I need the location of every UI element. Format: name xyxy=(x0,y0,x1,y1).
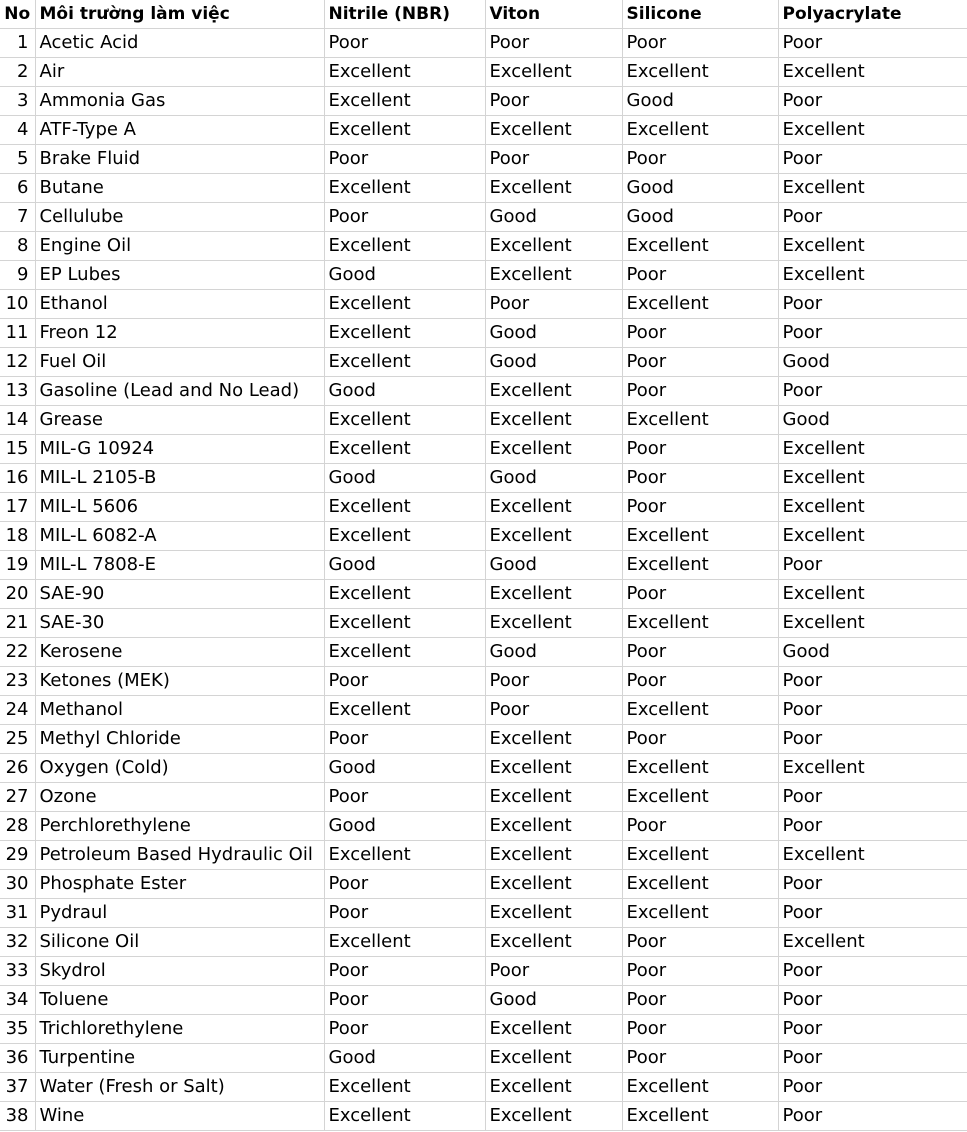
nitrile-cell: Poor xyxy=(324,203,485,232)
nitrile-cell: Excellent xyxy=(324,580,485,609)
polyacrylate-cell: Poor xyxy=(778,812,967,841)
viton-cell: Excellent xyxy=(485,899,622,928)
viton-cell: Poor xyxy=(485,667,622,696)
viton-cell: Excellent xyxy=(485,783,622,812)
table-row xyxy=(0,870,967,899)
viton-cell: Excellent xyxy=(485,1102,622,1131)
table-row xyxy=(0,348,967,377)
row-number: 6 xyxy=(0,174,35,203)
silicone-cell: Excellent xyxy=(622,754,778,783)
table-row xyxy=(0,783,967,812)
table-row xyxy=(0,87,967,116)
row-number: 26 xyxy=(0,754,35,783)
nitrile-cell: Good xyxy=(324,261,485,290)
environment-cell: Turpentine xyxy=(35,1044,324,1073)
row-number: 22 xyxy=(0,638,35,667)
viton-cell: Excellent xyxy=(485,435,622,464)
table-row xyxy=(0,696,967,725)
environment-cell: Air xyxy=(35,58,324,87)
polyacrylate-cell: Excellent xyxy=(778,464,967,493)
nitrile-cell: Excellent xyxy=(324,1102,485,1131)
silicone-cell: Excellent xyxy=(622,609,778,638)
row-number: 33 xyxy=(0,957,35,986)
row-number: 1 xyxy=(0,29,35,58)
environment-cell: Ammonia Gas xyxy=(35,87,324,116)
polyacrylate-cell: Poor xyxy=(778,1015,967,1044)
viton-cell: Excellent xyxy=(485,580,622,609)
nitrile-cell: Good xyxy=(324,377,485,406)
environment-cell: Silicone Oil xyxy=(35,928,324,957)
silicone-cell: Poor xyxy=(622,145,778,174)
viton-cell: Excellent xyxy=(485,406,622,435)
table-row xyxy=(0,812,967,841)
table-row xyxy=(0,493,967,522)
silicone-cell: Good xyxy=(622,174,778,203)
viton-cell: Excellent xyxy=(485,116,622,145)
nitrile-cell: Poor xyxy=(324,667,485,696)
silicone-cell: Poor xyxy=(622,29,778,58)
silicone-cell: Excellent xyxy=(622,1102,778,1131)
environment-cell: Perchlorethylene xyxy=(35,812,324,841)
header-environment: Môi trường làm việc xyxy=(35,0,324,29)
environment-cell: MIL-L 7808-E xyxy=(35,551,324,580)
environment-cell: Ozone xyxy=(35,783,324,812)
nitrile-cell: Excellent xyxy=(324,696,485,725)
silicone-cell: Excellent xyxy=(622,1073,778,1102)
viton-cell: Excellent xyxy=(485,812,622,841)
row-number: 9 xyxy=(0,261,35,290)
polyacrylate-cell: Good xyxy=(778,348,967,377)
environment-cell: SAE-30 xyxy=(35,609,324,638)
polyacrylate-cell: Poor xyxy=(778,783,967,812)
silicone-cell: Poor xyxy=(622,986,778,1015)
polyacrylate-cell: Poor xyxy=(778,1073,967,1102)
environment-cell: Brake Fluid xyxy=(35,145,324,174)
environment-cell: MIL-L 2105-B xyxy=(35,464,324,493)
viton-cell: Excellent xyxy=(485,493,622,522)
nitrile-cell: Excellent xyxy=(324,319,485,348)
nitrile-cell: Excellent xyxy=(324,116,485,145)
table-row xyxy=(0,638,967,667)
table-row xyxy=(0,957,967,986)
row-number: 10 xyxy=(0,290,35,319)
row-number: 5 xyxy=(0,145,35,174)
table-row xyxy=(0,551,967,580)
row-number: 14 xyxy=(0,406,35,435)
polyacrylate-cell: Excellent xyxy=(778,609,967,638)
nitrile-cell: Excellent xyxy=(324,522,485,551)
table-row xyxy=(0,1015,967,1044)
silicone-cell: Poor xyxy=(622,435,778,464)
nitrile-cell: Excellent xyxy=(324,638,485,667)
nitrile-cell: Excellent xyxy=(324,406,485,435)
table-row xyxy=(0,580,967,609)
nitrile-cell: Excellent xyxy=(324,87,485,116)
table-row xyxy=(0,609,967,638)
row-number: 25 xyxy=(0,725,35,754)
row-number: 21 xyxy=(0,609,35,638)
environment-cell: SAE-90 xyxy=(35,580,324,609)
row-number: 4 xyxy=(0,116,35,145)
silicone-cell: Excellent xyxy=(622,290,778,319)
environment-cell: Wine xyxy=(35,1102,324,1131)
polyacrylate-cell: Excellent xyxy=(778,435,967,464)
viton-cell: Poor xyxy=(485,87,622,116)
polyacrylate-cell: Excellent xyxy=(778,928,967,957)
table-row xyxy=(0,841,967,870)
environment-cell: Methanol xyxy=(35,696,324,725)
silicone-cell: Poor xyxy=(622,928,778,957)
viton-cell: Poor xyxy=(485,29,622,58)
viton-cell: Excellent xyxy=(485,928,622,957)
environment-cell: Pydraul xyxy=(35,899,324,928)
nitrile-cell: Good xyxy=(324,464,485,493)
table-row xyxy=(0,1044,967,1073)
polyacrylate-cell: Excellent xyxy=(778,841,967,870)
row-number: 7 xyxy=(0,203,35,232)
row-number: 36 xyxy=(0,1044,35,1073)
viton-cell: Excellent xyxy=(485,1015,622,1044)
viton-cell: Poor xyxy=(485,290,622,319)
table-row xyxy=(0,319,967,348)
viton-cell: Excellent xyxy=(485,725,622,754)
viton-cell: Excellent xyxy=(485,232,622,261)
environment-cell: Kerosene xyxy=(35,638,324,667)
polyacrylate-cell: Excellent xyxy=(778,261,967,290)
polyacrylate-cell: Excellent xyxy=(778,580,967,609)
environment-cell: Grease xyxy=(35,406,324,435)
nitrile-cell: Poor xyxy=(324,870,485,899)
viton-cell: Good xyxy=(485,638,622,667)
nitrile-cell: Good xyxy=(324,754,485,783)
table-body xyxy=(0,29,967,1131)
silicone-cell: Poor xyxy=(622,812,778,841)
viton-cell: Excellent xyxy=(485,261,622,290)
silicone-cell: Poor xyxy=(622,348,778,377)
nitrile-cell: Poor xyxy=(324,725,485,754)
viton-cell: Excellent xyxy=(485,377,622,406)
nitrile-cell: Excellent xyxy=(324,290,485,319)
environment-cell: Skydrol xyxy=(35,957,324,986)
silicone-cell: Poor xyxy=(622,580,778,609)
header-polyacrylate: Polyacrylate xyxy=(778,0,967,29)
environment-cell: Gasoline (Lead and No Lead) xyxy=(35,377,324,406)
nitrile-cell: Poor xyxy=(324,899,485,928)
row-number: 29 xyxy=(0,841,35,870)
row-number: 18 xyxy=(0,522,35,551)
silicone-cell: Poor xyxy=(622,319,778,348)
environment-cell: MIL-L 5606 xyxy=(35,493,324,522)
environment-cell: Cellulube xyxy=(35,203,324,232)
environment-cell: Ketones (MEK) xyxy=(35,667,324,696)
polyacrylate-cell: Good xyxy=(778,406,967,435)
environment-cell: Petroleum Based Hydraulic Oil xyxy=(35,841,324,870)
silicone-cell: Good xyxy=(622,203,778,232)
table-row xyxy=(0,1102,967,1131)
silicone-cell: Excellent xyxy=(622,232,778,261)
header-no: No xyxy=(0,0,35,29)
viton-cell: Excellent xyxy=(485,609,622,638)
polyacrylate-cell: Excellent xyxy=(778,174,967,203)
table-row xyxy=(0,928,967,957)
nitrile-cell: Poor xyxy=(324,1015,485,1044)
viton-cell: Poor xyxy=(485,696,622,725)
silicone-cell: Poor xyxy=(622,261,778,290)
row-number: 11 xyxy=(0,319,35,348)
silicone-cell: Excellent xyxy=(622,406,778,435)
viton-cell: Excellent xyxy=(485,174,622,203)
viton-cell: Excellent xyxy=(485,1073,622,1102)
viton-cell: Excellent xyxy=(485,522,622,551)
nitrile-cell: Good xyxy=(324,1044,485,1073)
nitrile-cell: Excellent xyxy=(324,58,485,87)
polyacrylate-cell: Poor xyxy=(778,870,967,899)
polyacrylate-cell: Poor xyxy=(778,290,967,319)
silicone-cell: Excellent xyxy=(622,522,778,551)
polyacrylate-cell: Poor xyxy=(778,899,967,928)
viton-cell: Good xyxy=(485,551,622,580)
row-number: 34 xyxy=(0,986,35,1015)
environment-cell: Toluene xyxy=(35,986,324,1015)
silicone-cell: Poor xyxy=(622,638,778,667)
viton-cell: Good xyxy=(485,986,622,1015)
environment-cell: ATF-Type A xyxy=(35,116,324,145)
table-row xyxy=(0,232,967,261)
silicone-cell: Poor xyxy=(622,957,778,986)
table-row xyxy=(0,986,967,1015)
viton-cell: Good xyxy=(485,464,622,493)
table-row xyxy=(0,899,967,928)
table-row xyxy=(0,667,967,696)
silicone-cell: Poor xyxy=(622,377,778,406)
environment-cell: Freon 12 xyxy=(35,319,324,348)
table-row xyxy=(0,754,967,783)
silicone-cell: Poor xyxy=(622,493,778,522)
polyacrylate-cell: Poor xyxy=(778,1102,967,1131)
row-number: 20 xyxy=(0,580,35,609)
environment-cell: Water (Fresh or Salt) xyxy=(35,1073,324,1102)
silicone-cell: Excellent xyxy=(622,899,778,928)
environment-cell: EP Lubes xyxy=(35,261,324,290)
table-row xyxy=(0,1073,967,1102)
header-silicone: Silicone xyxy=(622,0,778,29)
silicone-cell: Poor xyxy=(622,464,778,493)
viton-cell: Excellent xyxy=(485,870,622,899)
nitrile-cell: Excellent xyxy=(324,841,485,870)
environment-cell: Methyl Chloride xyxy=(35,725,324,754)
viton-cell: Excellent xyxy=(485,754,622,783)
row-number: 31 xyxy=(0,899,35,928)
polyacrylate-cell: Good xyxy=(778,638,967,667)
table-row xyxy=(0,261,967,290)
row-number: 13 xyxy=(0,377,35,406)
table-row xyxy=(0,406,967,435)
polyacrylate-cell: Excellent xyxy=(778,116,967,145)
polyacrylate-cell: Poor xyxy=(778,725,967,754)
nitrile-cell: Excellent xyxy=(324,1073,485,1102)
silicone-cell: Poor xyxy=(622,725,778,754)
environment-cell: MIL-G 10924 xyxy=(35,435,324,464)
environment-cell: Butane xyxy=(35,174,324,203)
nitrile-cell: Poor xyxy=(324,986,485,1015)
row-number: 38 xyxy=(0,1102,35,1131)
silicone-cell: Excellent xyxy=(622,58,778,87)
silicone-cell: Excellent xyxy=(622,783,778,812)
row-number: 15 xyxy=(0,435,35,464)
nitrile-cell: Excellent xyxy=(324,435,485,464)
polyacrylate-cell: Excellent xyxy=(778,232,967,261)
polyacrylate-cell: Poor xyxy=(778,145,967,174)
viton-cell: Excellent xyxy=(485,58,622,87)
environment-cell: Engine Oil xyxy=(35,232,324,261)
polyacrylate-cell: Poor xyxy=(778,87,967,116)
nitrile-cell: Excellent xyxy=(324,348,485,377)
row-number: 16 xyxy=(0,464,35,493)
polyacrylate-cell: Poor xyxy=(778,1044,967,1073)
table-row xyxy=(0,174,967,203)
environment-cell: Phosphate Ester xyxy=(35,870,324,899)
nitrile-cell: Poor xyxy=(324,29,485,58)
polyacrylate-cell: Poor xyxy=(778,696,967,725)
nitrile-cell: Poor xyxy=(324,783,485,812)
table-row xyxy=(0,116,967,145)
nitrile-cell: Excellent xyxy=(324,174,485,203)
silicone-cell: Poor xyxy=(622,1015,778,1044)
row-number: 28 xyxy=(0,812,35,841)
row-number: 37 xyxy=(0,1073,35,1102)
polyacrylate-cell: Poor xyxy=(778,957,967,986)
table-row xyxy=(0,290,967,319)
row-number: 23 xyxy=(0,667,35,696)
header-viton: Viton xyxy=(485,0,622,29)
row-number: 3 xyxy=(0,87,35,116)
table-row xyxy=(0,377,967,406)
silicone-cell: Good xyxy=(622,87,778,116)
polyacrylate-cell: Excellent xyxy=(778,58,967,87)
row-number: 35 xyxy=(0,1015,35,1044)
silicone-cell: Excellent xyxy=(622,696,778,725)
viton-cell: Good xyxy=(485,203,622,232)
polyacrylate-cell: Excellent xyxy=(778,522,967,551)
silicone-cell: Excellent xyxy=(622,116,778,145)
row-number: 24 xyxy=(0,696,35,725)
nitrile-cell: Excellent xyxy=(324,232,485,261)
silicone-cell: Poor xyxy=(622,1044,778,1073)
row-number: 19 xyxy=(0,551,35,580)
environment-cell: Acetic Acid xyxy=(35,29,324,58)
table-row xyxy=(0,203,967,232)
table-row xyxy=(0,522,967,551)
row-number: 8 xyxy=(0,232,35,261)
viton-cell: Poor xyxy=(485,957,622,986)
row-number: 32 xyxy=(0,928,35,957)
nitrile-cell: Good xyxy=(324,812,485,841)
polyacrylate-cell: Excellent xyxy=(778,493,967,522)
table-row xyxy=(0,464,967,493)
nitrile-cell: Excellent xyxy=(324,493,485,522)
header-nitrile: Nitrile (NBR) xyxy=(324,0,485,29)
environment-cell: MIL-L 6082-A xyxy=(35,522,324,551)
table-row xyxy=(0,58,967,87)
row-number: 17 xyxy=(0,493,35,522)
row-number: 12 xyxy=(0,348,35,377)
environment-cell: Fuel Oil xyxy=(35,348,324,377)
table-row xyxy=(0,725,967,754)
table-row xyxy=(0,145,967,174)
nitrile-cell: Good xyxy=(324,551,485,580)
nitrile-cell: Excellent xyxy=(324,928,485,957)
environment-cell: Ethanol xyxy=(35,290,324,319)
header-row xyxy=(0,0,967,29)
silicone-cell: Poor xyxy=(622,667,778,696)
polyacrylate-cell: Excellent xyxy=(778,754,967,783)
polyacrylate-cell: Poor xyxy=(778,986,967,1015)
table-row xyxy=(0,435,967,464)
polyacrylate-cell: Poor xyxy=(778,667,967,696)
viton-cell: Excellent xyxy=(485,1044,622,1073)
viton-cell: Excellent xyxy=(485,841,622,870)
nitrile-cell: Poor xyxy=(324,957,485,986)
polyacrylate-cell: Poor xyxy=(778,551,967,580)
row-number: 30 xyxy=(0,870,35,899)
environment-cell: Oxygen (Cold) xyxy=(35,754,324,783)
silicone-cell: Excellent xyxy=(622,870,778,899)
silicone-cell: Excellent xyxy=(622,551,778,580)
viton-cell: Good xyxy=(485,348,622,377)
nitrile-cell: Poor xyxy=(324,145,485,174)
viton-cell: Good xyxy=(485,319,622,348)
row-number: 27 xyxy=(0,783,35,812)
row-number: 2 xyxy=(0,58,35,87)
polyacrylate-cell: Poor xyxy=(778,29,967,58)
environment-cell: Trichlorethylene xyxy=(35,1015,324,1044)
viton-cell: Poor xyxy=(485,145,622,174)
silicone-cell: Excellent xyxy=(622,841,778,870)
polyacrylate-cell: Poor xyxy=(778,319,967,348)
polyacrylate-cell: Poor xyxy=(778,377,967,406)
table-row xyxy=(0,29,967,58)
polyacrylate-cell: Poor xyxy=(778,203,967,232)
nitrile-cell: Excellent xyxy=(324,609,485,638)
